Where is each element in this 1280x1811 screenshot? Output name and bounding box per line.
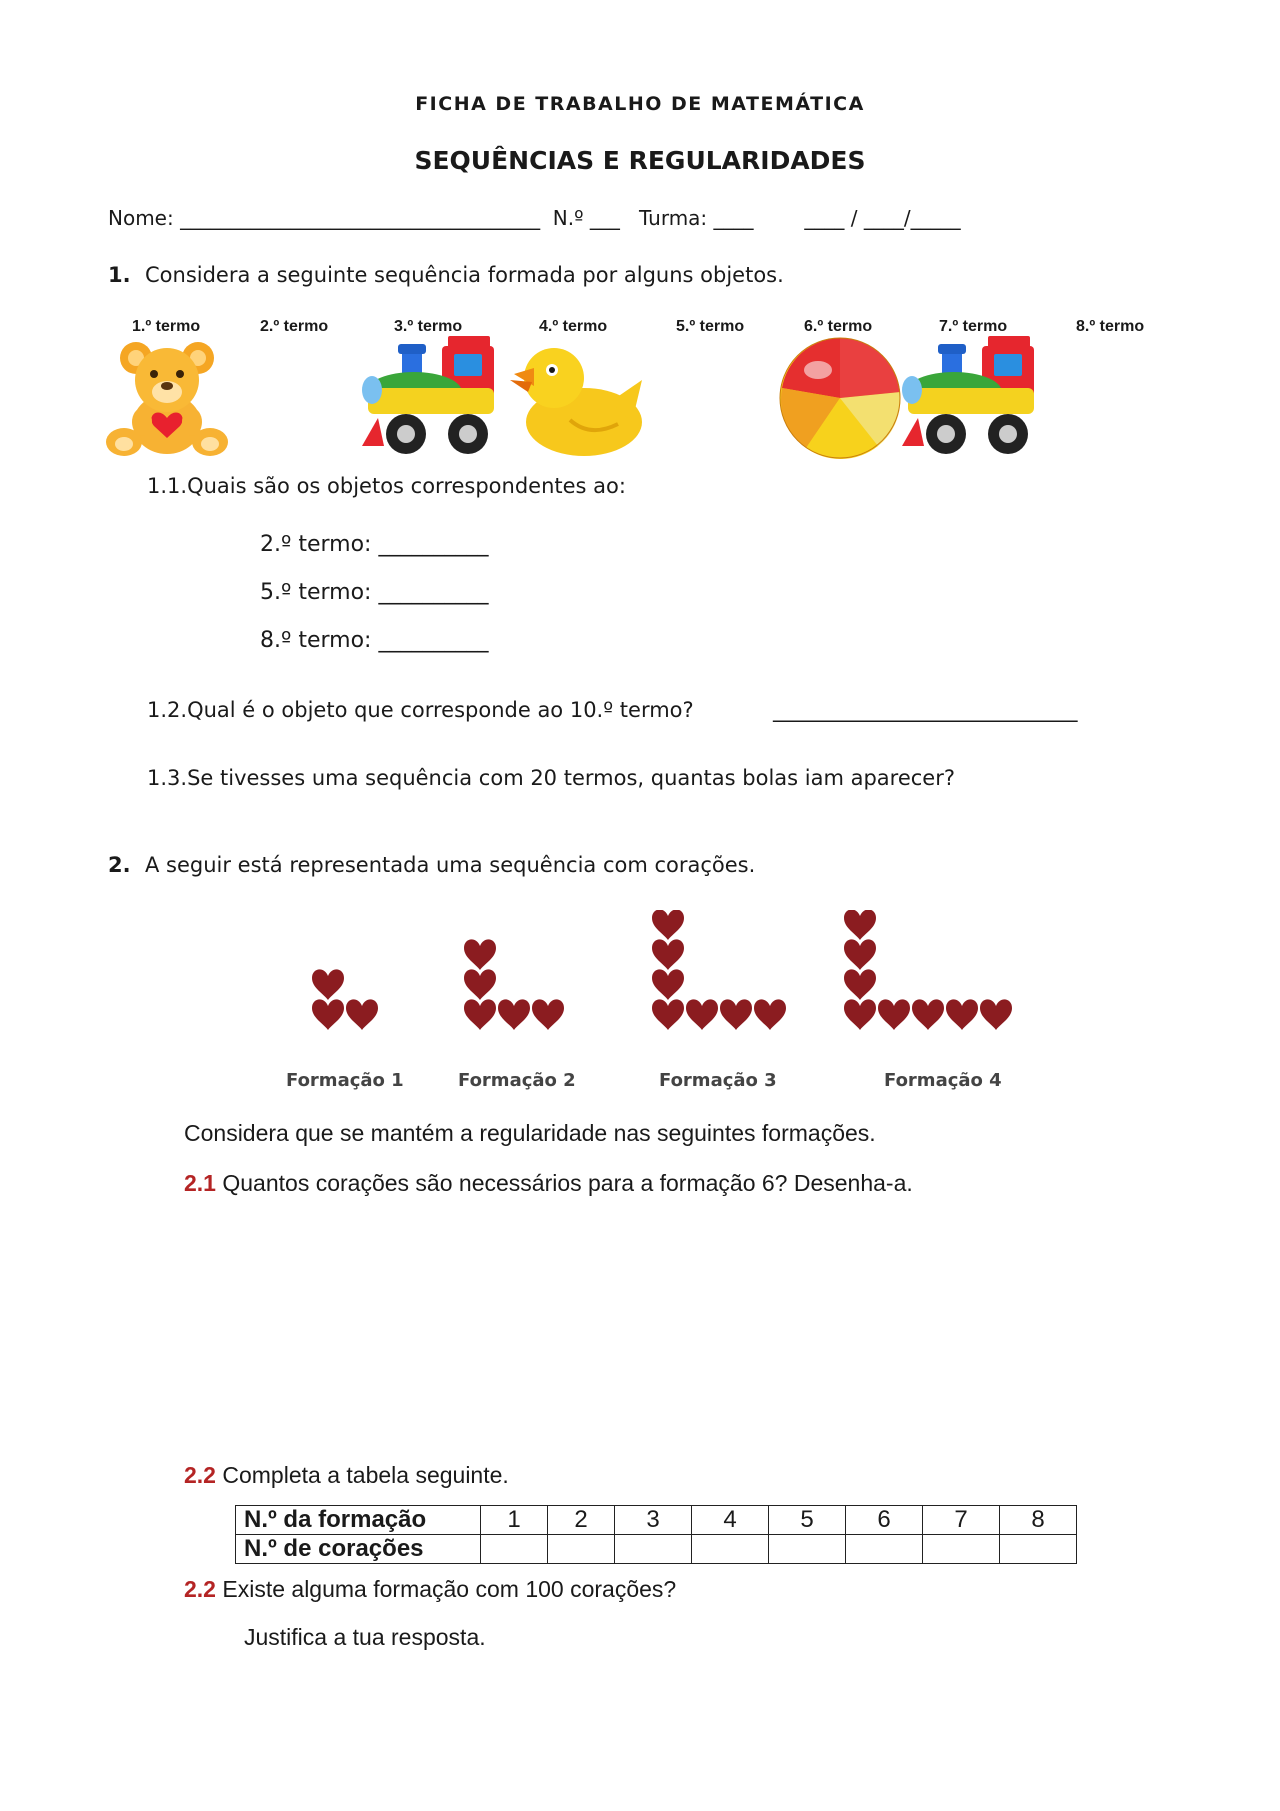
teddy-bear-icon: [106, 336, 228, 460]
column-header-1: 1: [481, 1506, 548, 1535]
term-label-7: 7.º termo: [939, 318, 1008, 335]
question-1-3-text: 1.3.Se tivesses uma sequência com 20 termos, quantas bolas iam aparecer?: [147, 766, 956, 790]
term-label-6: 6.º termo: [804, 318, 873, 335]
column-header-8: 8: [1000, 1506, 1077, 1535]
term-label-3: 3.º termo: [394, 318, 463, 335]
answer-line-term-2: 2.º termo: __________: [260, 532, 489, 557]
question-2-1-number: 2.1: [184, 1170, 216, 1196]
term-label-5: 5.º termo: [676, 318, 745, 335]
row-header-hearts: N.º de corações: [236, 1535, 481, 1564]
question-2-1: [184, 1170, 913, 1197]
column-header-3: 3: [615, 1506, 692, 1535]
hearts-cell-1[interactable]: [481, 1535, 548, 1564]
heart-icon: [844, 910, 876, 940]
heart-icon: [878, 999, 910, 1030]
heart-icon: [946, 999, 978, 1030]
heart-icon: [464, 999, 496, 1030]
question-1-2-text: 1.2.Qual é o objeto que corresponde ao 10.º termo?: [147, 698, 694, 722]
column-header-2: 2: [548, 1506, 615, 1535]
column-header-4: 4: [692, 1506, 769, 1535]
heart-icon: [844, 939, 876, 970]
column-header-5: 5: [769, 1506, 846, 1535]
student-info-line: Nome: ____________________________________ N.º ___ Turma: ____ ____ / ____/_____: [108, 206, 961, 230]
question-1-text: Considera a seguinte sequência formada por alguns objetos.: [145, 263, 784, 287]
table-row: [236, 1506, 1077, 1535]
justify-instruction: Justifica a tua resposta.: [244, 1624, 486, 1650]
formation-label-2: Formação 2: [458, 1070, 576, 1091]
formation-table: [235, 1505, 1077, 1564]
heart-icon: [686, 999, 718, 1030]
question-2-2-text: Completa a tabela seguinte.: [222, 1462, 509, 1488]
worksheet-subtitle: SEQUÊNCIAS E REGULARIDADES: [414, 146, 866, 175]
hearts-cell-5[interactable]: [769, 1535, 846, 1564]
term-label-4: 4.º termo: [539, 318, 608, 335]
heart-icon: [844, 969, 876, 1000]
heart-icon: [652, 939, 684, 970]
regularity-statement: Considera que se mantém a regularidade nas seguintes formações.: [184, 1120, 876, 1146]
formation-label-3: Formação 3: [659, 1070, 777, 1091]
row-header-formation: N.º da formação: [236, 1506, 481, 1535]
hearts-cell-2[interactable]: [548, 1535, 615, 1564]
heart-icon: [312, 999, 344, 1030]
answer-line-term-5: 5.º termo: __________: [260, 580, 489, 605]
term-label-8: 8.º termo: [1076, 318, 1145, 335]
question-2-2-number: 2.2: [184, 1462, 216, 1488]
question-1-2-answer-line: _____________________________: [773, 698, 1078, 722]
heart-icon: [464, 969, 496, 1000]
heart-icon: [652, 969, 684, 1000]
question-2-number: 2.: [108, 853, 131, 877]
term-label-1: 1.º termo: [132, 318, 201, 335]
hearts-cell-3[interactable]: [615, 1535, 692, 1564]
hearts-cell-6[interactable]: [846, 1535, 923, 1564]
question-2-3-number: 2.2: [184, 1576, 216, 1602]
column-header-6: 6: [846, 1506, 923, 1535]
formation-label-1: Formação 1: [286, 1070, 404, 1091]
beach-ball-icon: [778, 336, 902, 460]
heart-icon: [720, 999, 752, 1030]
column-header-7: 7: [923, 1506, 1000, 1535]
heart-icon: [312, 969, 344, 1000]
toy-train-icon: [362, 334, 502, 458]
heart-icon: [346, 999, 378, 1030]
hearts-cell-7[interactable]: [923, 1535, 1000, 1564]
term-label-2: 2.º termo: [260, 318, 329, 335]
question-2-3: [184, 1576, 676, 1603]
heart-icon: [912, 999, 944, 1030]
question-2-1-text: Quantos corações são necessários para a formação 6? Desenha-a.: [222, 1170, 913, 1196]
question-2-text: A seguir está representada uma sequência com corações.: [145, 853, 756, 877]
question-2-2: [184, 1462, 509, 1489]
heart-icon: [652, 999, 684, 1030]
answer-line-term-8: 8.º termo: __________: [260, 628, 489, 653]
question-2-3-text: Existe alguma formação com 100 corações?: [222, 1576, 677, 1602]
toy-train-icon: [902, 334, 1042, 458]
heart-icon: [844, 999, 876, 1030]
heart-icon: [754, 999, 786, 1030]
heart-icon: [652, 910, 684, 940]
heart-icon: [498, 999, 530, 1030]
formation-label-4: Formação 4: [884, 1070, 1002, 1091]
worksheet-title: FICHA DE TRABALHO DE MATEMÁTICA: [415, 93, 865, 115]
question-1-1-text: 1.1.Quais são os objetos correspondentes ao:: [147, 474, 626, 498]
hearts-cell-8[interactable]: [1000, 1535, 1077, 1564]
heart-formations-figure: [280, 910, 1040, 1060]
heart-icon: [980, 999, 1012, 1030]
rubber-duck-icon: [510, 342, 644, 458]
hearts-cell-4[interactable]: [692, 1535, 769, 1564]
table-row: [236, 1535, 1077, 1564]
heart-icon: [464, 939, 496, 970]
heart-icon: [532, 999, 564, 1030]
question-1-number: 1.: [108, 263, 131, 287]
